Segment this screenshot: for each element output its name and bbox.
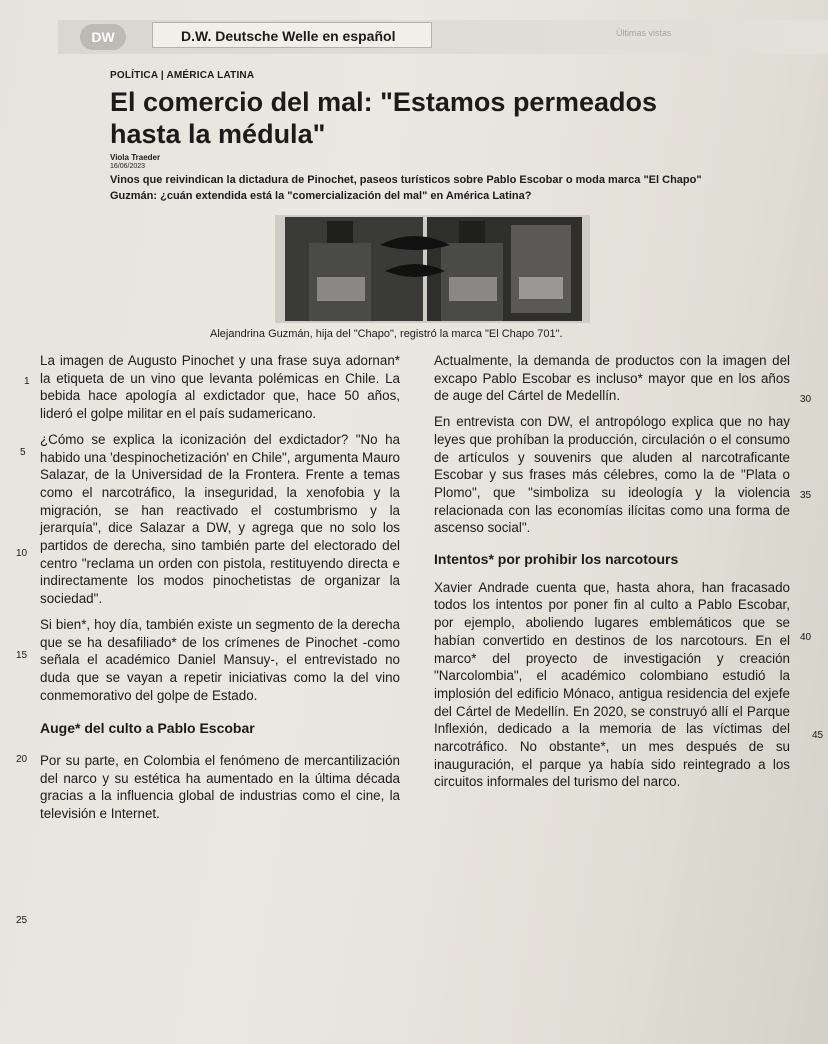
section-label: POLÍTICA | AMÉRICA LATINA (110, 70, 255, 81)
line-number: 40 (800, 632, 812, 643)
dw-logo: DW (80, 24, 126, 50)
line-number: 1 (24, 376, 30, 387)
line-number: 25 (16, 915, 28, 926)
article-lead (110, 172, 750, 204)
left-paragraph-4: Por su parte, en Colombia el fenómeno de mercantilización del narco y su estética ha aumentado en la última década gracias a la influencia global de industrias como el cine, la televisión e Internet. (40, 753, 400, 822)
lead-text: Vinos que reivindican la dictadura de Pinochet, paseos turísticos sobre Pablo Escobar o moda marca "El Chapo" Guzmán: ¿cuán extendida está la "comercialización del mal" en América Latina? (110, 174, 702, 202)
left-subheading: Auge* del culto a Pablo Escobar (40, 720, 255, 737)
line-number: 30 (800, 394, 812, 405)
right-column (434, 348, 790, 791)
left-column (40, 348, 400, 823)
right-paragraph-1: Actualmente, la demanda de productos con la imagen del excapo Pablo Escobar es incluso* mayor que en los años de auge del Cártel de Medellín. (434, 353, 790, 404)
article-photo (275, 215, 590, 323)
line-number: 15 (16, 650, 28, 661)
left-paragraph-3: Si bien*, hoy día, también existe un segmento de la derecha que se ha desafiliado* de los crímenes de Pinochet -como señala el académico Daniel Mansuy-, el entrevistado no duda que se vayan a repetir iniciativas como la del vino conmemorativo del golpe de Estado. (40, 616, 400, 703)
line-number: 10 (16, 548, 28, 559)
article-date: 16/06/2023 (110, 163, 146, 170)
article-title: El comercio del mal: "Estamos permeados hasta la médula" (110, 87, 658, 149)
right-paragraph-2: En entrevista con DW, el antropólogo explica que no hay leyes que prohíban la producción, circulación o el consumo de artículos y souvenirs que aluden al narcotraficante Escobar y sus frases más célebres, como la de "Plata o Plomo", que "simboliza su ideología y la violencia relacionada con las economías ilícitas como una forma de ascenso social". (434, 414, 790, 536)
article-author: Viola Traeder (110, 153, 161, 162)
left-paragraph-1: La imagen de Augusto Pinochet y una frase suya adornan* la etiqueta de un vino que levanta polémicas en Chile. La bebida hace apología al exdictador que, hace 50 años, lideró el golpe militar en el país sudamericano. (40, 353, 400, 422)
line-number: 35 (800, 490, 812, 501)
left-paragraph-2: ¿Cómo se explica la iconización del exdictador? "No ha habido una 'despinochetización' en Chile", argumenta Mauro Salazar, de la Universidad de la Frontera. Frente a temas como el narcotráfico, la inseguridad, la xenofobia y la migración, se han reactivado el costumbrismo y la jerarquía", dice Salazar a DW, y agrega que no solo los partidos de derecha, sino también parte del electorado del centro "reclama un orden con pistola, restituyendo directa e indirectamente los modos pinochetistas de organizar la sociedad". (40, 431, 400, 607)
line-number: 5 (20, 447, 26, 458)
right-paragraph-3: Xavier Andrade cuenta que, hasta ahora, han fracasado todos los intentos por poner fin al culto a Pablo Escobar, por ejemplo, aboliendo lugares emblemáticos que se habían convertido en destinos de los narcotours. En el marco* del proyecto de investigación y creación "Narcolombia", el académico colombiano estudió la implosión del edificio Mónaco, antigua residencia del exjefe del Cártel de Medellín. En 2020, se construyó allí el Parque Inflexión, dedicado a la memoria de las víctimas del narcotráfico. No obstante*, un mes después de su inauguración, el parque ya había sido reintegrado a los circuitos informales del turismo del narco. (434, 579, 790, 790)
line-number: 45 (812, 730, 824, 741)
channel-title: D.W. Deutsche Welle en español (152, 22, 432, 48)
right-subheading: Intentos* por prohibir los narcotours (434, 551, 679, 568)
faint-header-text: Últimas vistas (616, 28, 672, 38)
line-number: 20 (16, 754, 28, 765)
photo-caption: Alejandrina Guzmán, hija del "Chapo", registró la marca "El Chapo 701". (210, 328, 563, 340)
bottles-photo-icon (275, 215, 590, 323)
